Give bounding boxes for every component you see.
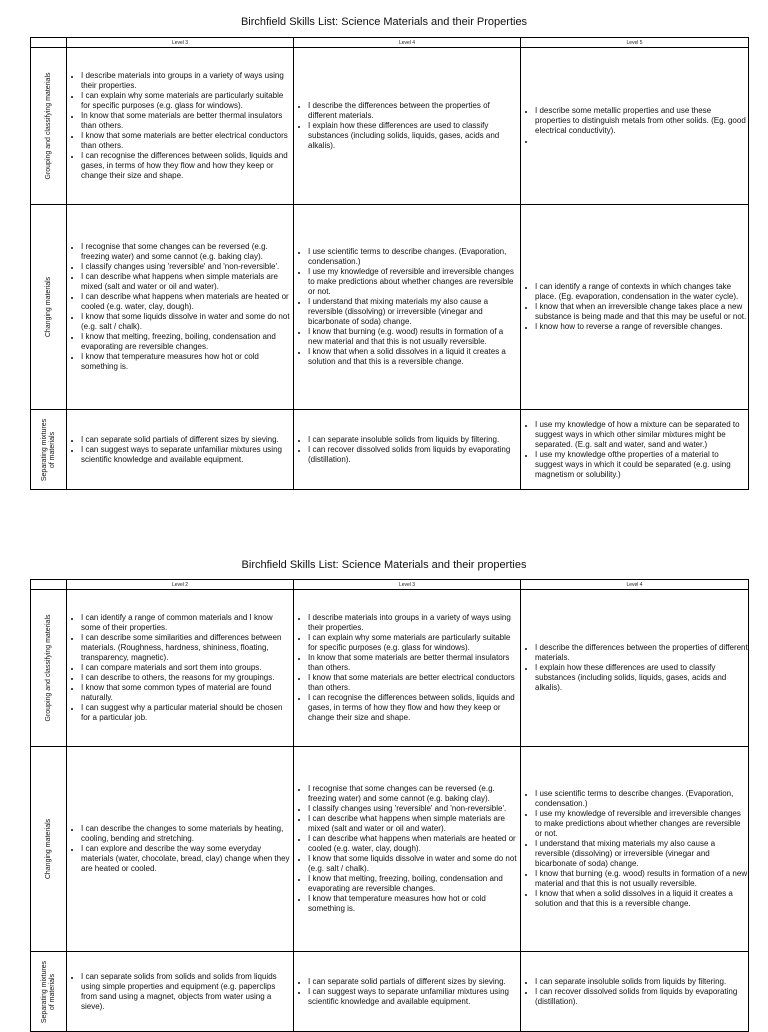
skill-item: • I can separate insoluble solids from liquids by filtering. [308,435,520,445]
skills-list [294,784,520,914]
skill-item: • In know that some materials are better thermal insulators than others. [308,653,520,673]
skill-item: • I use my knowledge of how a mixture can be separated to suggest ways in which other similar mixtures might be separated. (E.g. salt and water, sand and water.) [535,420,748,450]
header-row [31,580,749,590]
skill-item: • I describe the differences between the properties of different materials. [535,643,748,663]
skill-item: • I can separate solids from solids and solids from liquids using simple properties and equipment (e.g. paperclips from sand using a magnet, objects from water using a sieve). [81,972,293,1012]
skills-cell [521,952,749,1032]
skill-item [535,136,748,146]
skill-item: • I know that burning (e.g. wood) results in formation of a new material and that this is not usually reversible. [308,327,520,347]
skill-item: • I can recognise the differences between solids, liquids and gases, in terms of how they flow and how they keep or change their size and shape. [308,693,520,723]
skill-item: • I know that melting, freezing, boiling, condensation and evaporating are reversible changes. [308,874,520,894]
skills-list [67,613,293,723]
skills-cell [67,410,294,490]
skills-list [67,824,293,874]
skill-item: • I can describe what happens when materials are heated or cooled (e.g. water, clay, dough). [308,834,520,854]
level-header: Level 4 [294,38,521,48]
skill-item: • I can suggest why a particular material should be chosen for a particular job. [81,703,293,723]
skill-item: • I can describe the changes to some materials by heating, cooling, bending and stretching. [81,824,293,844]
skills-cell [294,410,521,490]
skill-item: • I can compare materials and sort them into groups. [81,663,293,673]
row-changing [31,205,749,410]
skills-cell [521,48,749,205]
skills-list [521,977,748,1007]
skills-cell [67,48,294,205]
row-label-line: of materials [48,431,56,468]
skills-list [67,242,293,372]
skill-item: • I know that melting, freezing, boiling, condensation and evaporating are reversible changes. [81,332,293,352]
skill-item: • I describe materials into groups in a variety of ways using their properties. [81,71,293,91]
skill-item: • I can identify a range of common materials and I know some of their properties. [81,613,293,633]
row-label-text [41,418,57,480]
skill-item: • I understand that mixing materials my also cause a reversible (dissolving) or irreversible (vinegar and bicarbonate of soda) change. [535,839,748,869]
level-header: Level 3 [294,580,521,590]
row-grouping [31,48,749,205]
skills-cell [521,590,749,747]
level-header: Level 3 [67,38,294,48]
skill-item: • I can suggest ways to separate unfamiliar mixtures using scientific knowledge and available equipment. [81,445,293,465]
skill-item: • I explain how these differences are used to classify substances (including solids, liquids, gases, acids and alkalis). [308,121,520,151]
skill-item: • I classify changes using 'reversible' and 'non-reversible'. [81,262,293,272]
skill-item: • I use my knowledge ofthe properties of a material to suggest ways in which it could be separated (e.g. using magnetism or solubility.) [535,450,748,480]
skills-list [521,420,748,480]
row-label [31,747,67,952]
skills-cell [294,952,521,1032]
header-blank [31,580,67,590]
row-label-text: Grouping and classifying materials [44,614,52,722]
skill-item: • I know that when an irreversible change takes place a new substance is being made and that this may be useful or not. [535,302,748,322]
level-header: Level 2 [67,580,294,590]
row-label-text: Changing materials [44,276,52,338]
skill-item: • I use scientific terms to describe changes. (Evaporation, condensation.) [535,789,748,809]
skill-item: • I can describe what happens when simple materials are mixed (salt and water or oil and water). [81,272,293,292]
skill-item: • I know that some common types of material are found naturally. [81,683,293,703]
skill-item: • I can identify a range of contexts in which changes take place. (Eg. evaporation, condensation in the water cycle). [535,282,748,302]
row-label [31,590,67,747]
skills-cell [294,590,521,747]
skill-item: • I know that when a solid dissolves in a liquid it creates a solution and that this is a reversible change. [535,889,748,909]
skills-cell [67,590,294,747]
skill-item: • I understand that mixing materials my also cause a reversible (dissolving) or irreversible (vinegar and bicarbonate of soda) change. [308,297,520,327]
row-label-text: Grouping and classifying materials [44,72,52,180]
row-label-line: of materials [48,973,56,1010]
skill-item: • I can describe to others, the reasons for my groupings. [81,673,293,683]
skill-item: • I know that some liquids dissolve in water and some do not (e.g. salt / chalk). [81,312,293,332]
skill-item: • I use my knowledge of reversible and irreversible changes to make predictions about whether changes are reversible or not. [308,267,520,297]
page1-skills-table [30,37,749,490]
row-label [31,48,67,205]
skill-item: • I know that burning (e.g. wood) results in formation of a new material and that this is not usually reversible. [535,869,748,889]
page2-title: Birchfield Skills List: Science Materials and their properties [241,559,527,571]
skills-cell [294,48,521,205]
row-separating [31,952,749,1032]
level-header: Level 4 [521,580,749,590]
skills-cell [294,205,521,410]
page2-skills-table [30,579,749,1032]
skills-list [521,789,748,909]
row-label-text: Changing materials [44,818,52,880]
skill-item: • I recognise that some changes can be reversed (e.g. freezing water) and some cannot (e.g. baking clay). [308,784,520,804]
row-grouping [31,590,749,747]
level-header: Level 5 [521,38,749,48]
skill-item: • I can describe some similarities and differences between materials. (Roughness, hardness, shininess, floating, transparency, magnetic). [81,633,293,663]
skills-list [294,613,520,723]
skill-item: • I can suggest ways to separate unfamiliar mixtures using scientific knowledge and available equipment. [308,987,520,1007]
skill-item: • I can describe what happens when materials are heated or cooled (e.g. water, clay, dough). [81,292,293,312]
skills-list [67,71,293,181]
skill-item: • I can explain why some materials are particularly suitable for specific purposes (e.g. glass for windows). [308,633,520,653]
skill-item: • I describe some metallic properties and use these properties to distinguish metals from other solids. (Eg. good electrical conductivity). [535,106,748,136]
skill-item: • I can separate solid partials of different sizes by sieving. [81,435,293,445]
skill-item: • I describe materials into groups in a variety of ways using their properties. [308,613,520,633]
skills-list [67,435,293,465]
skills-cell [67,205,294,410]
skill-item: • I recognise that some changes can be reversed (e.g. freezing water) and some cannot (e.g. baking clay). [81,242,293,262]
skills-list [294,977,520,1007]
skills-cell [67,747,294,952]
row-changing [31,747,749,952]
skills-list [521,643,748,693]
skills-list [67,972,293,1012]
skill-item: • I can separate solid partials of different sizes by sieving. [308,977,520,987]
skill-item: • I know that temperature measures how hot or cold something is. [81,352,293,372]
skill-item: • I know that temperature measures how hot or cold something is. [308,894,520,914]
header-row [31,38,749,48]
skill-item: • I can describe what happens when simple materials are mixed (salt and water or oil and water). [308,814,520,834]
skill-item: • I know that some materials are better electrical conductors than others. [308,673,520,693]
skill-item: • I classify changes using 'reversible' and 'non-reversible'. [308,804,520,814]
skills-cell [521,747,749,952]
row-label-text [41,960,57,1022]
row-label [31,410,67,490]
skills-list [521,282,748,332]
row-label [31,952,67,1032]
header-blank [31,38,67,48]
row-label [31,205,67,410]
skills-cell [521,205,749,410]
skill-item: • I use my knowledge of reversible and irreversible changes to make predictions about whether changes are reversible or not. [535,809,748,839]
row-label-line: Separating mixtures [40,418,48,481]
skill-item: • I can explore and describe the way some everyday materials (water, chocolate, bread, clay) change when they are heated or cooled. [81,844,293,874]
row-label-line: Separating mixtures [40,960,48,1023]
skill-item: • I know that some materials are better electrical conductors than others. [81,131,293,151]
skills-list [294,247,520,367]
skills-cell [521,410,749,490]
skill-item: • I can recover dissolved solids from liquids by evaporating (distillation). [535,987,748,1007]
skills-cell [294,747,521,952]
skill-item: • I know that some liquids dissolve in water and some do not (e.g. salt / chalk). [308,854,520,874]
skill-item: • I can separate insoluble solids from liquids by filtering. [535,977,748,987]
skills-list [294,435,520,465]
skill-item: • I can recognise the differences between solids, liquids and gases, in terms of how they flow and how they keep or change their size and shape. [81,151,293,181]
skills-cell [67,952,294,1032]
skills-list [294,101,520,151]
skills-list [521,106,748,146]
skill-item: • I know how to reverse a range of reversible changes. [535,322,748,332]
skill-item: • I can recover dissolved solids from liquids by evaporating (distillation). [308,445,520,465]
skill-item: • I know that when a solid dissolves in a liquid it creates a solution and that this is a reversible change. [308,347,520,367]
skill-item: • I describe the differences between the properties of different materials. [308,101,520,121]
skill-item: • I explain how these differences are used to classify substances (including solids, liquids, gases, acids and alkalis). [535,663,748,693]
skill-item: • In know that some materials are better thermal insulators than others. [81,111,293,131]
row-separating [31,410,749,490]
page1-title: Birchfield Skills List: Science Materials and their Properties [240,16,528,28]
skill-item: • I can explain why some materials are particularly suitable for specific purposes (e.g. glass for windows). [81,91,293,111]
skill-item: • I use scientific terms to describe changes. (Evaporation, condensation.) [308,247,520,267]
